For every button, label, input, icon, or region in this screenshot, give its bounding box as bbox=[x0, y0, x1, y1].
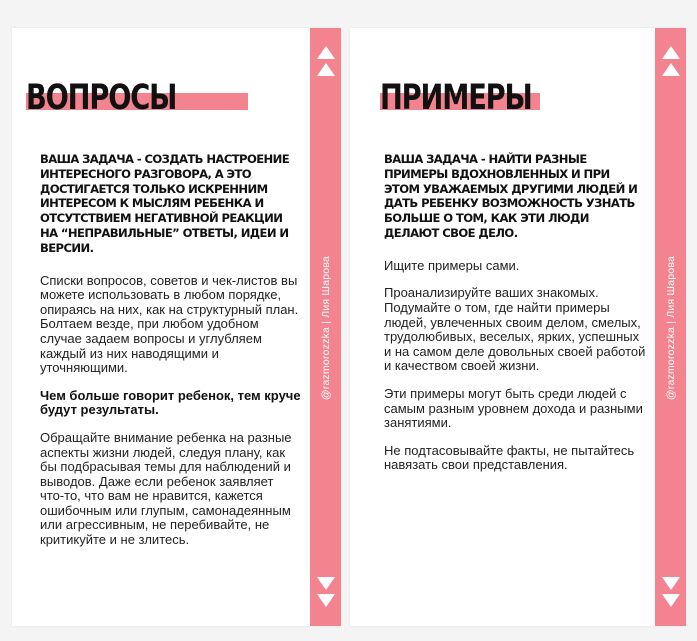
highlight-paragraph: Чем больше говорит ребенок, тем круче будут результаты. bbox=[40, 387, 301, 418]
card-title: ВОПРОСЫ bbox=[26, 78, 177, 118]
paragraph: Ищите примеры сами. bbox=[384, 257, 520, 273]
credit-text: @razmorozzka | Лия Шарова bbox=[319, 255, 332, 401]
triangle-up-icon bbox=[317, 46, 335, 59]
task-text: ВАША ЗАДАЧА - СОЗДАТЬ НАСТРОЕНИЕ ИНТЕРЕСНОГО РАЗГОВОРА, А ЭТО ДОСТИГАЕТСЯ ТОЛЬКО ИСКРЕННИМ ИНТЕРЕСОМ К МЫСЛЯМ РЕБЕНКА И ОТСУТСТВИЕМ НЕГАТИВНОЙ РЕАКЦИИ НА “НЕПРАВИЛЬНЫЕ” ОТВЕТЫ, ИДЕИ И ВЕРСИИ. bbox=[40, 152, 290, 255]
triangle-down-icon bbox=[662, 577, 680, 590]
triangle-up-icon bbox=[317, 63, 335, 76]
card-questions bbox=[12, 28, 341, 626]
side-strip bbox=[310, 28, 341, 626]
title-block bbox=[380, 78, 574, 118]
triangle-up-icon bbox=[662, 63, 680, 76]
title-block bbox=[26, 78, 219, 118]
side-strip bbox=[655, 28, 686, 626]
card-content bbox=[40, 152, 301, 561]
card-examples bbox=[350, 28, 686, 626]
triangle-down-icon bbox=[662, 594, 680, 607]
task-text: ВАША ЗАДАЧА - НАЙТИ РАЗНЫЕ ПРИМЕРЫ ВДОХНОВЛЕННЫХ И ПРИ ЭТОМ УВАЖАЕМЫХ ДРУГИМИ ЛЮДЕЙ И ДАТЬ РЕБЕНКУ ВОЗМОЖНОСТЬ УЗНАТЬ БОЛЬШЕ О ТОМ, КАК ЭТИ ЛЮДИ ДЕЛАЮТ СВОЕ ДЕЛО. bbox=[384, 152, 638, 240]
paragraph: Обращайте внимание ребенка на разные аспекты жизни людей, следуя плану, как бы подбрасывая темы для наблюдений и выводов. Даже если ребенок заявляет что-то, что вам не нравится, кажется ошибочным или глупым, самонадеянным или агрессивным, не перебивайте, не критикуйте и не злитесь. bbox=[40, 429, 292, 548]
paragraph: Проанализируйте ваших знакомых. Подумайте о том, где найти примеры людей, увлеченных своим делом, смелых, трудолюбивых, веселых, ярких, успешных и на самом деле довольных своей работой и качеством своей жизни. bbox=[384, 285, 646, 374]
card-content bbox=[384, 152, 646, 486]
triangle-down-icon bbox=[317, 577, 335, 590]
paragraph: Не подтасовывайте факты, не пытайтесь навязать свои представления. bbox=[384, 442, 635, 473]
credit-text: @razmorozzka | Лия Шарова bbox=[664, 255, 677, 401]
paragraph: Эти примеры могут быть среди людей с самым разным уровнем дохода и разными занятиями. bbox=[384, 385, 643, 431]
paragraph: Списки вопросов, советов и чек-листов вы можете использовать в любом порядке, опираясь на них, как на структурный план. Болтаем везде, при любом удобном случае задаем вопросы и углубляем каждый из них наводящими и уточняющими. bbox=[40, 272, 299, 376]
triangle-down-icon bbox=[317, 594, 335, 607]
triangle-up-icon bbox=[662, 46, 680, 59]
card-title: ПРИМЕРЫ bbox=[380, 78, 532, 118]
